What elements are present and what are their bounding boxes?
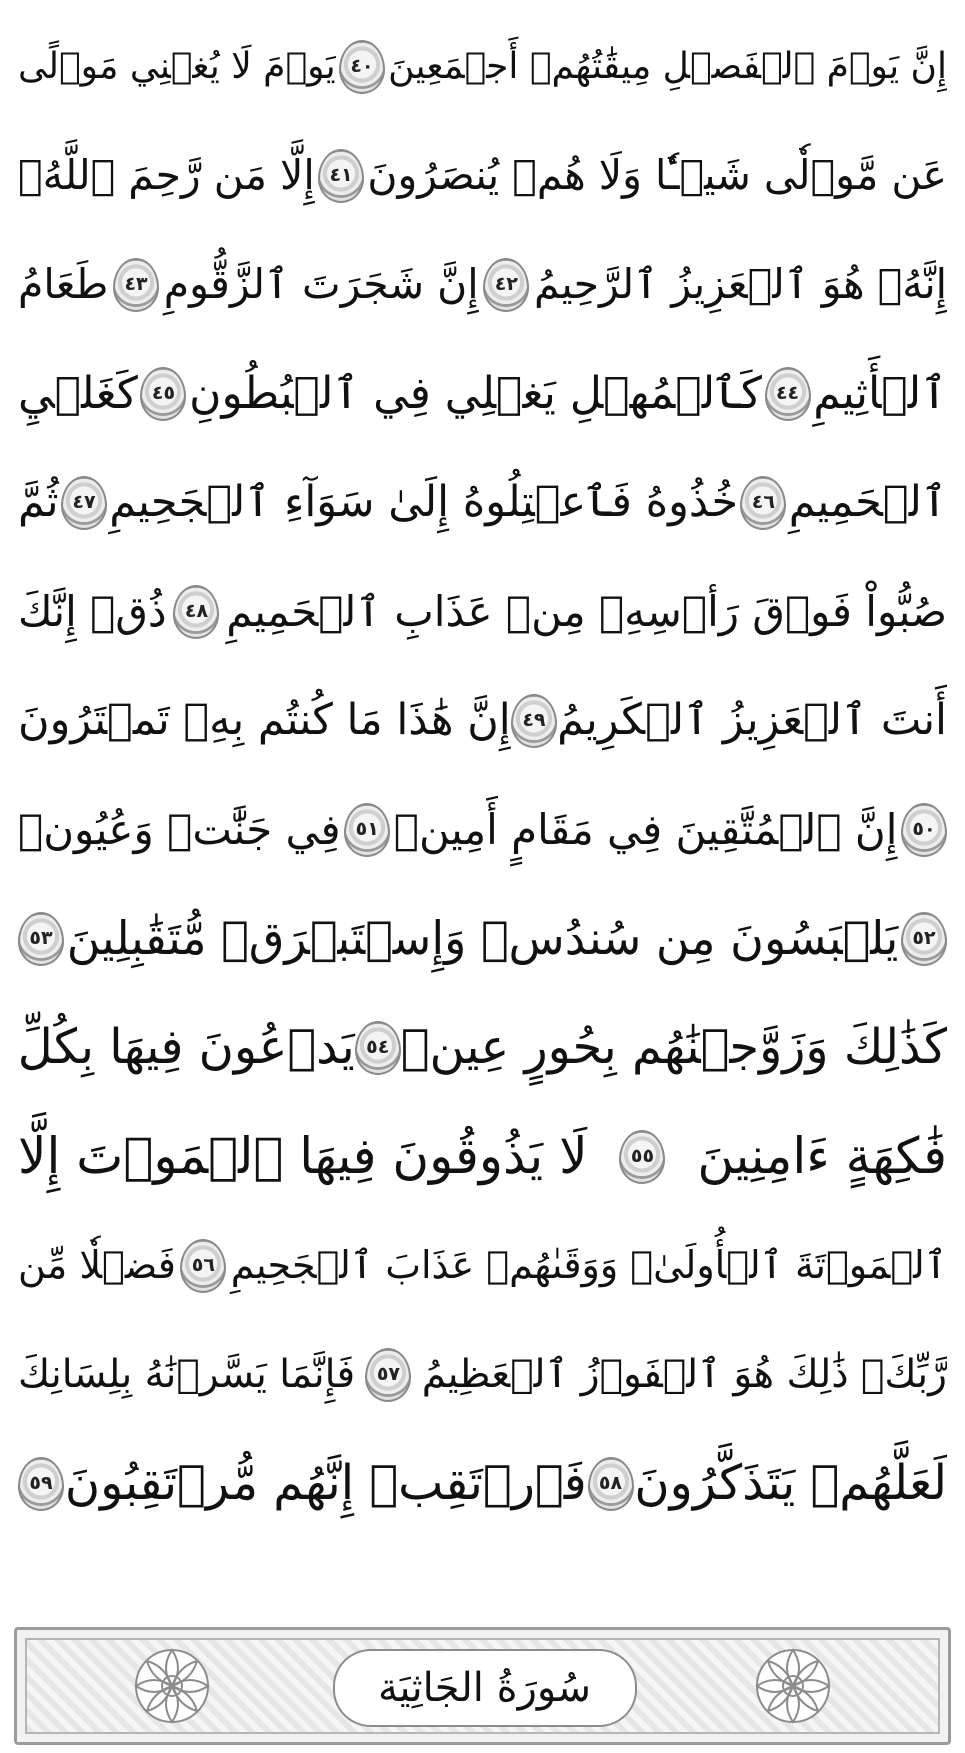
surah-title: سُورَةُ الجَاثِيَة (377, 1665, 592, 1711)
verse-text: أَنتَ ٱلۡعَزِيزُ ٱلۡكَرِيمُ (557, 695, 947, 745)
verse-text: إِنَّ شَجَرَتَ ٱلزَّقُّومِ (163, 260, 479, 308)
verse-line (18, 1102, 947, 1211)
ayah-number-marker: ٤٦ (740, 476, 786, 530)
surah-title-cartouche (333, 1649, 637, 1727)
verse-text: كَغَلۡيِ (18, 368, 138, 419)
ayah-number-marker: ٥٣ (18, 912, 64, 966)
verse-line (18, 1429, 947, 1538)
verse-text: يَلۡبَسُونَ مِن سُندُسٖ وَإِسۡتَبۡرَقٖ مُّتَقَٰبِلِينَ (66, 911, 899, 965)
ayah-number-marker: ٤٥ (140, 367, 186, 421)
verse-text: يَوۡمَ لَا يُغۡنِي مَوۡلًى (18, 46, 336, 87)
ayah-number-marker: ٤١ (318, 149, 364, 203)
verse-text: فَإِنَّمَا يَسَّرۡنَٰهُ بِلِسَانِكَ (18, 1352, 356, 1397)
verse-text: طَعَامُ (18, 260, 109, 308)
verse-text: ثُمَّ (18, 477, 59, 527)
verse-text: فِي جَنَّٰتٖ وَعُيُونٖ (18, 805, 341, 854)
verse-text: خُذُوهُ فَٱعۡتِلُوهُ إِلَىٰ سَوَآءِ ٱلۡجَحِيمِ (109, 477, 739, 527)
verse-text: صُبُّواْ فَوۡقَ رَأۡسِهِۦ مِنۡ عَذَابِ ٱلۡحَمِيمِ (226, 587, 947, 636)
verse-line (18, 557, 947, 666)
verse-text: فَضۡلٗا مِّن (18, 1243, 176, 1287)
verse-text: إِلَّا مَن رَّحِمَ ٱللَّهُۚ (18, 151, 315, 199)
ayah-number-marker: ٥٩ (18, 1457, 64, 1511)
verse-text: كَٱلۡمُهۡلِ يَغۡلِي فِي ٱلۡبُطُونِ (189, 368, 762, 419)
ayah-number-marker: ٥٦ (180, 1239, 226, 1293)
ayah-number-marker: ٥٢ (901, 912, 947, 966)
verse-text: ٱلۡأَثِيمِ (813, 368, 947, 419)
verse-line (18, 666, 947, 775)
verse-text: فَٰكِهَةٍ ءَامِنِينَ (697, 1127, 947, 1185)
ayah-number-marker: ٥٤ (355, 1021, 401, 1075)
verse-lines (18, 12, 947, 1538)
verse-text: كَذَٰلِكَ وَزَوَّجۡنَٰهُم بِحُورٍ عِينٖ (400, 1019, 947, 1075)
verse-line (18, 993, 947, 1102)
verse-line (18, 339, 947, 448)
surah-header-banner (14, 1627, 951, 1745)
ayah-number-marker: ٥٠ (901, 803, 947, 857)
ayah-number-marker: ٥٥ (619, 1130, 665, 1184)
verse-line (18, 775, 947, 884)
ayah-number-marker: ٤٣ (113, 258, 159, 312)
left-rosette-icon (132, 1646, 212, 1726)
verse-text: رَّبِّكَۚ ذَٰلِكَ هُوَ ٱلۡفَوۡزُ ٱلۡعَظِيمُ (421, 1352, 947, 1397)
verse-line (18, 448, 947, 557)
ayah-number-marker: ٤٨ (173, 585, 219, 639)
verse-line (18, 884, 947, 993)
ayah-number-marker: ٥٧ (365, 1348, 411, 1402)
verse-line (18, 12, 947, 121)
ayah-number-marker: ٤٧ (61, 476, 107, 530)
ayah-number-marker: ٥١ (344, 803, 390, 857)
verse-text: إِنَّ هَٰذَا مَا كُنتُم بِهِۦ تَمۡتَرُونَ (18, 695, 511, 745)
verse-text: فَٱرۡتَقِبۡ إِنَّهُم مُّرۡتَقِبُونَ (64, 1455, 587, 1511)
verse-text: عَن مَّوۡلٗى شَيۡـٔٗا وَلَا هُمۡ يُنصَرُونَ (367, 151, 947, 199)
verse-line (18, 1320, 947, 1429)
verse-line (18, 1211, 947, 1320)
ayah-number-marker: ٤٩ (511, 694, 557, 748)
verse-line (18, 121, 947, 230)
verse-text: إِنَّهُۥ هُوَ ٱلۡعَزِيزُ ٱلرَّحِيمُ (534, 260, 947, 308)
verse-text: ٱلۡحَمِيمِ (788, 477, 947, 527)
banner-ornament-frame (25, 1638, 940, 1734)
verse-text: ٱلۡمَوۡتَةَ ٱلۡأُولَىٰۖ وَوَقَىٰهُمۡ عَذَابَ ٱلۡجَحِيمِ (230, 1243, 947, 1287)
ayah-number-marker: ٤٤ (765, 367, 811, 421)
right-rosette-icon (753, 1646, 833, 1726)
verse-text: لَعَلَّهُمۡ يَتَذَكَّرُونَ (634, 1455, 947, 1511)
verse-line (18, 230, 947, 339)
verse-text: يَدۡعُونَ فِيهَا بِكُلِّ (18, 1019, 355, 1075)
verse-text: إِنَّ ٱلۡمُتَّقِينَ فِي مَقَامٍ أَمِينٖ (393, 805, 898, 854)
verse-text: لَا يَذُوقُونَ فِيهَا ٱلۡمَوۡتَ إِلَّا (18, 1127, 588, 1185)
verse-text: ذُقۡ إِنَّكَ (18, 587, 167, 636)
ayah-number-marker: ٤٠ (339, 40, 385, 94)
verse-text: إِنَّ يَوۡمَ ٱلۡفَصۡلِ مِيقَٰتُهُمۡ أَجۡمَعِينَ (388, 46, 947, 87)
ayah-number-marker: ٤٢ (483, 258, 529, 312)
ayah-number-marker: ٥٨ (588, 1457, 634, 1511)
